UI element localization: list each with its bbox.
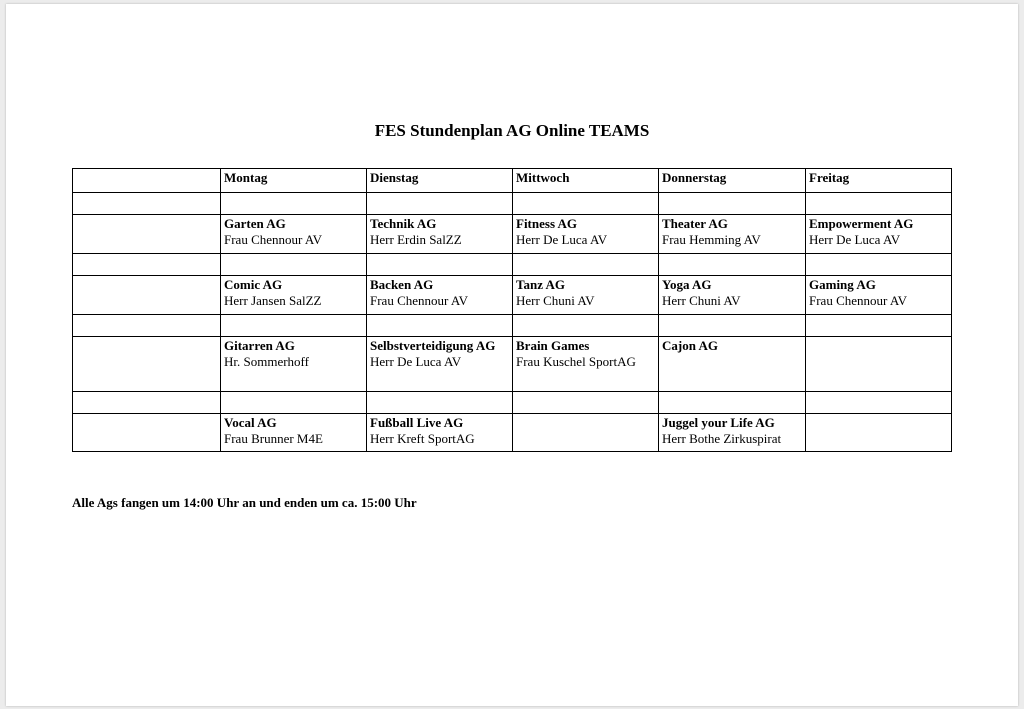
ag-cell — [806, 276, 952, 315]
ag-name: Gaming AG — [809, 277, 876, 292]
spacer-cell — [806, 315, 952, 337]
ag-cell — [513, 414, 659, 452]
ag-cell — [659, 276, 806, 315]
ag-name: Empowerment AG — [809, 216, 914, 231]
schedule-table — [72, 168, 952, 452]
ag-teacher: Herr De Luca AV — [370, 354, 462, 369]
ag-cell — [806, 215, 952, 254]
page-title: FES Stundenplan AG Online TEAMS — [374, 121, 650, 140]
ag-cell — [659, 414, 806, 452]
spacer-cell — [221, 254, 367, 276]
day-header-friday: Freitag — [806, 169, 952, 193]
ag-teacher: Frau Chennour AV — [224, 232, 322, 247]
table-row — [73, 215, 952, 254]
spacer-row — [73, 193, 952, 215]
row-label-cell — [73, 276, 221, 315]
ag-name: Selbstverteidigung AG — [370, 338, 496, 353]
table-row — [73, 414, 952, 452]
spacer-cell — [806, 392, 952, 414]
row-label-cell — [73, 337, 221, 392]
spacer-cell — [73, 193, 221, 215]
spacer-cell — [659, 392, 806, 414]
ag-cell — [367, 276, 513, 315]
ag-name: Comic AG — [224, 277, 283, 292]
spacer-cell — [73, 315, 221, 337]
ag-teacher: Frau Brunner M4E — [224, 431, 323, 446]
ag-cell — [367, 215, 513, 254]
spacer-cell — [513, 193, 659, 215]
ag-name: Theater AG — [662, 216, 728, 231]
spacer-cell — [73, 392, 221, 414]
ag-name: Garten AG — [224, 216, 286, 231]
spacer-cell — [806, 254, 952, 276]
ag-teacher: Herr De Luca AV — [516, 232, 608, 247]
schedule-note: Alle Ags fangen um 14:00 Uhr an und enden um ca. 15:00 Uhr — [72, 495, 417, 510]
day-header-tuesday: Dienstag — [367, 169, 513, 193]
ag-name: Cajon AG — [662, 338, 718, 353]
document-page — [6, 4, 1018, 706]
ag-teacher: Frau Chennour AV — [370, 293, 468, 308]
day-header-monday: Montag — [221, 169, 367, 193]
ag-name: Juggel your Life AG — [662, 415, 775, 430]
spacer-row — [73, 392, 952, 414]
ag-cell — [513, 337, 659, 392]
ag-teacher: Frau Kuschel SportAG — [516, 354, 636, 369]
spacer-cell — [513, 315, 659, 337]
ag-name: Backen AG — [370, 277, 434, 292]
ag-cell — [806, 414, 952, 452]
ag-cell — [806, 337, 952, 392]
spacer-cell — [367, 392, 513, 414]
spacer-cell — [73, 254, 221, 276]
ag-name: Tanz AG — [516, 277, 566, 292]
ag-teacher: Herr De Luca AV — [809, 232, 901, 247]
ag-teacher: Herr Chuni AV — [516, 293, 595, 308]
table-row — [73, 276, 952, 315]
row-label-cell — [73, 414, 221, 452]
ag-teacher: Hr. Sommerhoff — [224, 354, 309, 369]
ag-name: Technik AG — [370, 216, 437, 231]
ag-cell — [659, 337, 806, 392]
ag-cell — [221, 414, 367, 452]
ag-cell — [659, 215, 806, 254]
ag-teacher: Herr Bothe Zirkuspirat — [662, 431, 782, 446]
spacer-cell — [221, 193, 367, 215]
ag-teacher: Herr Kreft SportAG — [370, 431, 475, 446]
ag-cell — [367, 414, 513, 452]
spacer-cell — [659, 254, 806, 276]
spacer-cell — [221, 315, 367, 337]
ag-cell — [367, 337, 513, 392]
ag-name: Fitness AG — [516, 216, 578, 231]
ag-name: Yoga AG — [662, 277, 712, 292]
ag-cell — [221, 337, 367, 392]
spacer-cell — [367, 254, 513, 276]
ag-cell — [513, 215, 659, 254]
ag-cell — [221, 215, 367, 254]
spacer-cell — [367, 193, 513, 215]
row-label-cell — [73, 215, 221, 254]
day-header-thursday: Donnerstag — [659, 169, 806, 193]
table-row — [73, 337, 952, 392]
ag-name: Gitarren AG — [224, 338, 295, 353]
ag-name: Brain Games — [516, 338, 590, 353]
header-blank-cell — [73, 169, 221, 193]
spacer-cell — [221, 392, 367, 414]
day-header-wednesday: Mittwoch — [513, 169, 659, 193]
ag-teacher: Herr Erdin SalZZ — [370, 232, 462, 247]
ag-teacher: Herr Jansen SalZZ — [224, 293, 322, 308]
spacer-cell — [513, 254, 659, 276]
ag-teacher: Frau Chennour AV — [809, 293, 907, 308]
header-row — [73, 169, 952, 193]
spacer-cell — [659, 315, 806, 337]
ag-cell — [221, 276, 367, 315]
spacer-cell — [367, 315, 513, 337]
ag-teacher: Frau Hemming AV — [662, 232, 761, 247]
ag-cell — [513, 276, 659, 315]
spacer-row — [73, 254, 952, 276]
spacer-cell — [806, 193, 952, 215]
spacer-row — [73, 315, 952, 337]
spacer-cell — [659, 193, 806, 215]
spacer-cell — [513, 392, 659, 414]
ag-teacher: Herr Chuni AV — [662, 293, 741, 308]
ag-name: Fußball Live AG — [370, 415, 464, 430]
ag-name: Vocal AG — [224, 415, 277, 430]
